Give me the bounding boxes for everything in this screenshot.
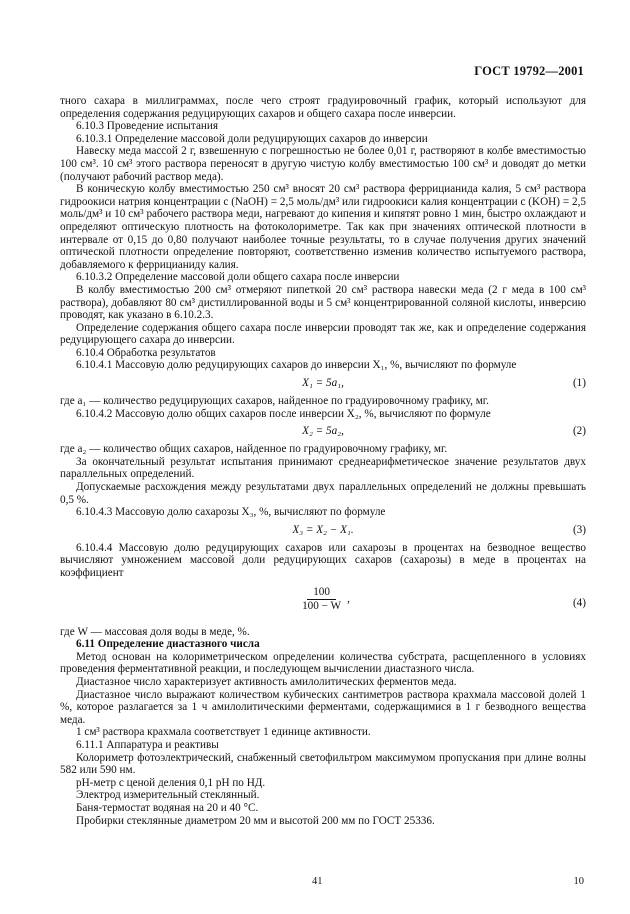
formula-1-number: (1) xyxy=(572,377,586,390)
formula-3-number: (3) xyxy=(572,523,586,536)
paragraph: Диастазное число характеризует активность амилолитических ферментов меда. xyxy=(76,675,457,688)
formula-2 xyxy=(60,424,586,439)
paragraph: 6.10.4 Обработка результатов xyxy=(76,346,216,359)
section-heading-6-11: 6.11 Определение диастазного числа xyxy=(76,638,260,651)
formula-4-numerator: 100 xyxy=(307,586,336,600)
document-body xyxy=(60,95,586,827)
paragraph: Электрод измерительный стеклянный. xyxy=(76,789,260,802)
formula-4-suffix: , xyxy=(347,592,350,605)
sheet-number: 10 xyxy=(573,876,584,887)
paragraph: Навеску меда массой 2 г, взвешенную с погрешностью не более 0,01 г, растворяют в колбе вместимостью 100 см³. 10 см³ этого раствора переносят в другую чистую колбу вместимостью 100 см³ и доводят до метки (получают рабочий раствор меда). xyxy=(60,145,586,183)
paragraph: Баня-термостат водяная на 20 и 40 °С. xyxy=(76,801,259,814)
formula-2-number: (2) xyxy=(572,425,586,438)
paragraph: 6.10.3.2 Определение массовой доли общего сахара после инверсии xyxy=(76,271,400,284)
formula-4-denominator: 100 − W xyxy=(302,599,342,612)
text-block-a xyxy=(60,95,586,372)
paragraph: 6.10.4.3 Массовую долю сахарозы X₃, %, вычисляют по формуле xyxy=(76,506,386,519)
text-block-b xyxy=(60,395,586,420)
formula-4-number: (4) xyxy=(572,596,586,609)
paragraph: Колориметр фотоэлектрический, снабженный светофильтром максимумом пропускания при длине волны 582 или 590 нм. xyxy=(60,751,586,777)
paragraph: Пробирки стеклянные диаметром 20 мм и высотой 200 мм по ГОСТ 25336. xyxy=(76,814,435,827)
paragraph: Метод основан на колориметрическом определении количества субстрата, расщепленного в условиях проведения ферментативной реакции, и последующем вычислении диастазного числа. xyxy=(60,650,586,676)
formula-3-expression: X₃ = X₂ − X₁. xyxy=(292,523,354,536)
paragraph: Диастазное число выражают количеством кубических сантиметров раствора крахмала массовой долей 1 %, которое разлагается за 1 ч амилолитическими ферментами, содержащимися в 1 г безводного вещества меда. xyxy=(60,688,586,726)
paragraph: 1 см³ раствора крахмала соответствует 1 единице активности. xyxy=(76,726,371,739)
formula-4-fraction xyxy=(296,586,347,613)
text-block-c xyxy=(60,443,586,519)
formula-3 xyxy=(60,523,586,538)
paragraph: 6.11.1 Аппаратура и реактивы xyxy=(76,738,219,751)
paragraph: За окончательный результат испытания принимают среднеарифметическое значение результатов двух параллельных определений. xyxy=(60,455,586,481)
page-number: 41 xyxy=(312,876,323,887)
text-block-e xyxy=(60,626,586,639)
formula-1 xyxy=(60,376,586,391)
formula-4 xyxy=(60,586,586,622)
formula-2-expression: X₂ = 5a₂, xyxy=(302,425,344,438)
paragraph: Допускаемые расхождения между результатами двух параллельных определений не должны превышать 0,5 %. xyxy=(60,481,586,506)
text-block-f xyxy=(60,651,586,827)
paragraph: где a₁ — количество редуцирующих сахаров, найденное по градуировочному графику, мг. xyxy=(60,395,489,408)
paragraph: 6.10.3.1 Определение массовой доли редуцирующих сахаров до инверсии xyxy=(76,132,428,145)
paragraph: тного сахара в миллиграммах, после чего строят градуировочный график, который используют для определения содержания редуцирующих сахаров и общего сахара после инверсии. xyxy=(60,95,586,120)
paragraph: 6.10.4.1 Массовую долю редуцирующих сахаров до инверсии X₁, %, вычисляют по формуле xyxy=(76,359,517,372)
paragraph: В колбу вместимостью 200 см³ отмеряют пипеткой 20 см³ раствора навески меда (2 г меда в 100 см³ раствора), добавляют 80 см³ дистиллированной воды и 5 см³ концентрированной соляной кислоты, инверсию проводят, как указано в 6.10.2.3. xyxy=(60,283,586,322)
paragraph: где W — массовая доля воды в меде, %. xyxy=(60,625,250,638)
text-block-d xyxy=(60,542,586,580)
paragraph: 6.10.3 Проведение испытания xyxy=(76,120,219,133)
paragraph: рН-метр с ценой деления 0,1 рН по НД. xyxy=(76,776,266,789)
paragraph: 6.10.4.4 Массовую долю редуцирующих сахаров или сахарозы в процентах на безводное вещество вычисляют умножением массовой доли редуцирующих сахаров (сахарозы) в меде в процентах на коэффициент xyxy=(60,541,586,579)
paragraph: где a₂ — количество общих сахаров, найденное по градуировочному графику, мг. xyxy=(60,443,448,456)
paragraph: В коническую колбу вместимостью 250 см³ вносят 20 см³ раствора феррицианида калия, 5 см³ раствора гидроокиси натрия концентрации c (NaOH) = 2,5 моль/дм³ или гидроокиси калия концентрации c (KOH) = 2,5 моль/дм³ и 10 см³ рабочего раствора меди, нагревают до кипения и кипятят ровно 1 мин, быстро охлаждают и определяют оптическую плотность на фотоколориметре. Так как при значениях оптической плотности в интервале от 0,15 до 0,80 получают наиболее точные результаты, то в случае получения других значений оптической плотности определение повторяют, соответственно изменив количество испытуемого раствора, добавляемого к феррицианиду калия. xyxy=(60,183,586,271)
paragraph: 6.10.4.2 Массовую долю общих сахаров после инверсии X₂, %, вычисляют по формуле xyxy=(76,407,491,420)
document-header-standard: ГОСТ 19792—2001 xyxy=(474,64,584,78)
formula-1-expression: X₁ = 5a₁, xyxy=(302,377,344,390)
paragraph: Определение содержания общего сахара после инверсии проводят так же, как и определение содержания редуцирующего сахара до инверсии. xyxy=(60,321,586,347)
